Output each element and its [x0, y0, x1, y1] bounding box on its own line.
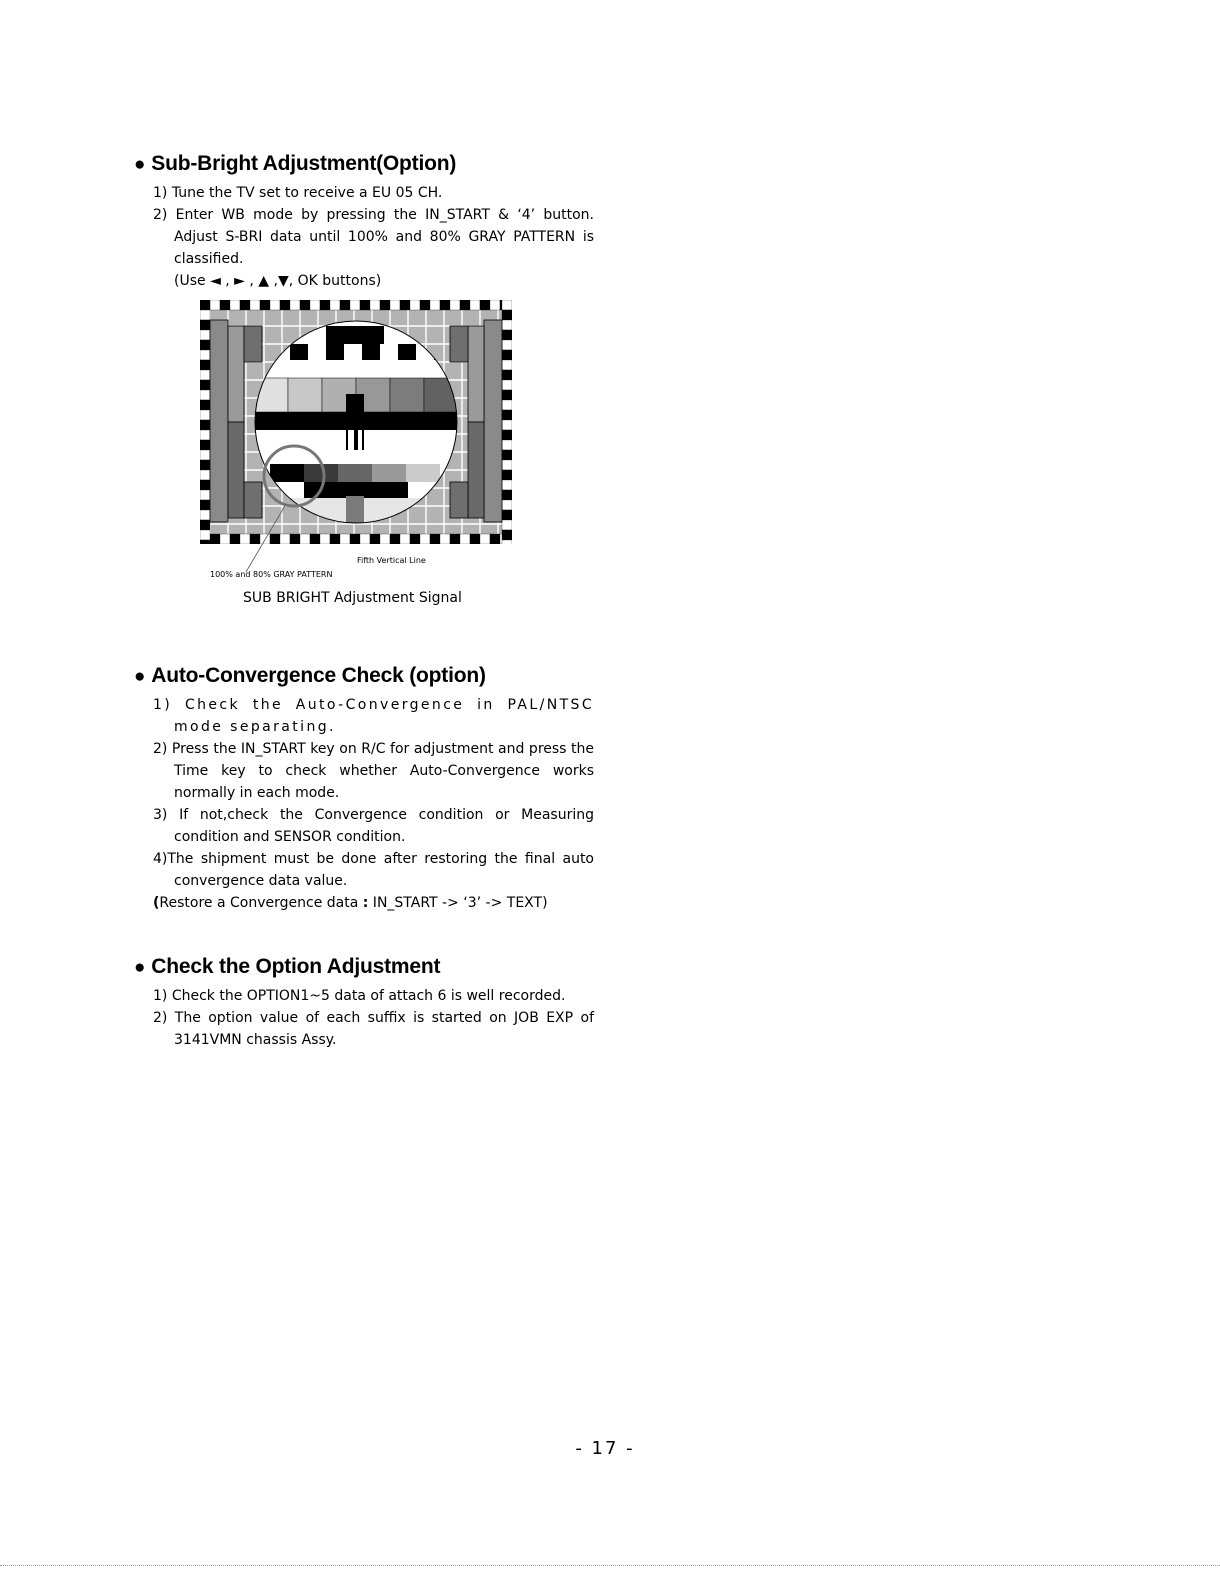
heading-text: Auto-Convergence Check (option): [151, 664, 486, 687]
bottom-rule: [0, 1565, 1220, 1566]
step-4: 4)The shipment must be done after restoring the final auto convergence data value.: [153, 851, 594, 889]
leader-line: [240, 500, 300, 580]
section-option-adjustment: [134, 955, 594, 1051]
label-gray-pattern: 100% and 80% GRAY PATTERN: [210, 570, 333, 579]
restore-colon: :: [362, 895, 369, 911]
restore-open: (: [153, 895, 160, 911]
page-number: - 17 -: [575, 1438, 635, 1459]
figure-caption: SUB BRIGHT Adjustment Signal: [243, 590, 462, 606]
section-heading: [134, 152, 594, 176]
buttons-note: (Use ◄ , ► , ▲ ,▼, OK buttons): [174, 273, 382, 289]
step-1: 1) Tune the TV set to receive a EU 05 CH.: [153, 185, 443, 201]
step-2: 2) The option value of each suffix is started on JOB EXP of 3141VMN chassis Assy.: [153, 1010, 594, 1048]
section-sub-bright: [134, 152, 594, 292]
heading-text: Check the Option Adjustment: [151, 955, 441, 978]
restore-value: IN_START -> ‘3’ -> TEXT): [368, 895, 548, 911]
section-heading: [134, 664, 594, 688]
step-2: 2) Enter WB mode by pressing the IN_START & ‘4’ button. Adjust S-BRI data until 100% and 80% GRAY PATTERN is classified.: [153, 207, 594, 267]
bullet-icon: ●: [134, 666, 146, 687]
bullet-icon: ●: [134, 154, 146, 175]
step-2: 2) Press the IN_START key on R/C for adjustment and press the Time key to check whether Auto-Convergence works normally in each mode.: [153, 741, 594, 801]
label-fifth-vertical-line: Fifth Vertical Line: [357, 556, 426, 565]
heading-text: Sub-Bright Adjustment(Option): [151, 152, 457, 175]
restore-note: [134, 892, 594, 914]
section-auto-convergence: [134, 664, 594, 914]
section-heading: [134, 955, 594, 979]
step-1: 1) Check the OPTION1~5 data of attach 6 is well recorded.: [153, 988, 566, 1004]
restore-text: Restore a Convergence data: [159, 895, 363, 911]
step-3: 3) If not,check the Convergence condition or Measuring condition and SENSOR condition.: [153, 807, 594, 845]
bullet-icon: ●: [134, 957, 146, 978]
step-1: 1) Check the Auto-Convergence in PAL/NTSC mode separating.: [153, 697, 594, 735]
